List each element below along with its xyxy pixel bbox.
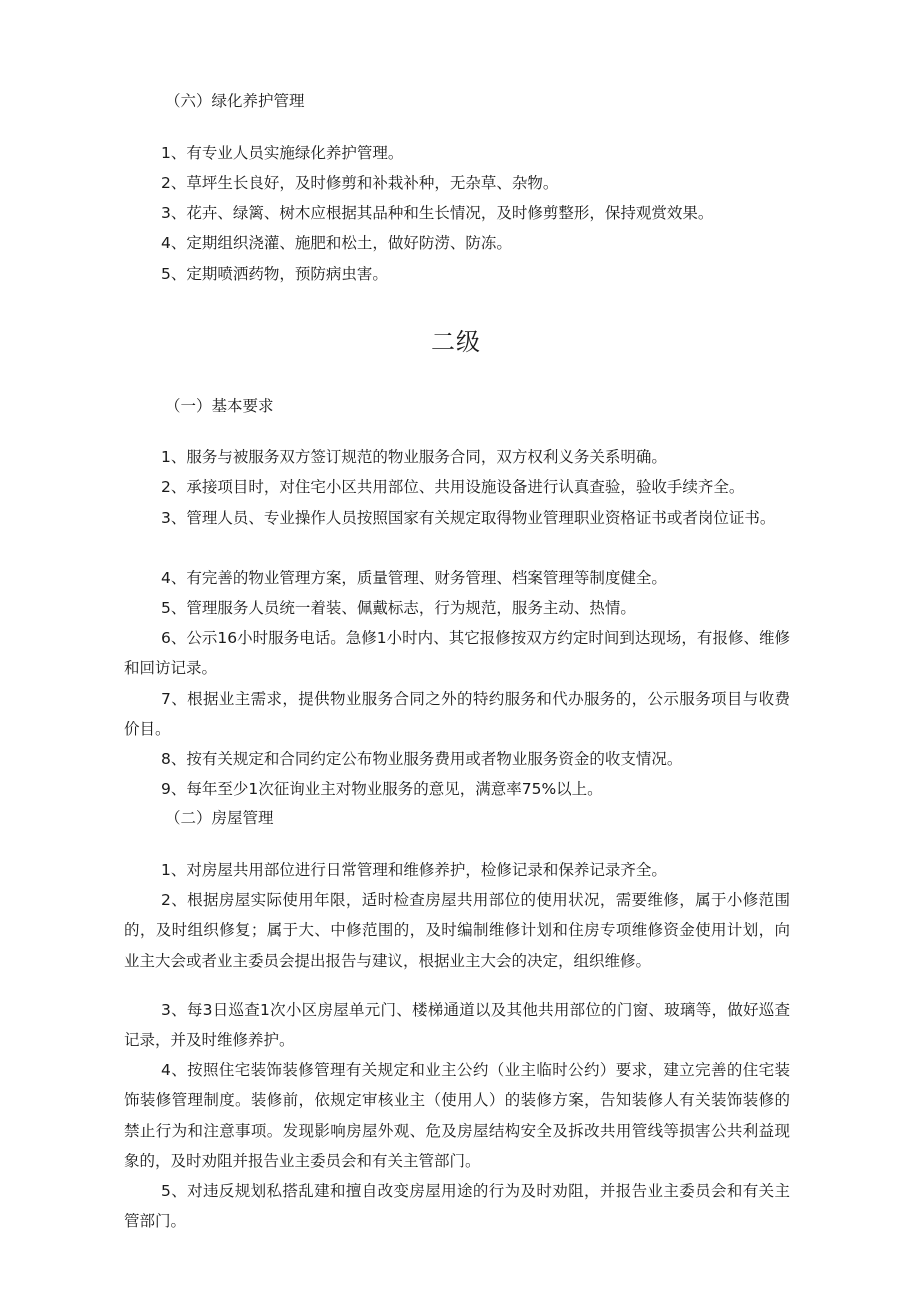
section-6-item-4: 4、定期组织浇灌、施肥和松土，做好防涝、防冻。 <box>161 234 512 252</box>
section-1-item-5: 5、管理服务人员统一着装、佩戴标志，行为规范，服务主动、热情。 <box>161 599 636 617</box>
section-1-item-9: 9、每年至少1次征询业主对物业服务的意见，满意率75%以上。 <box>161 780 603 798</box>
section-1-item-2: 2、承接项目时，对住宅小区共用部位、共用设施设备进行认真查验，验收手续齐全。 <box>161 478 745 496</box>
section-1-item-6: 6、公示16小时服务电话。急修1小时内、其它报修按双方约定时间到达现场，有报修、维修和回访记录。 <box>124 629 790 678</box>
section-6-item-3: 3、花卉、绿篱、树木应根据其品种和生长情况，及时修剪整形，保持观赏效果。 <box>161 204 714 222</box>
section-2-item-5: 5、对违反规划私搭乱建和擅自改变房屋用途的行为及时劝阻，并报告业主委员会和有关主管部门。 <box>124 1182 790 1231</box>
section-1-item-7: 7、根据业主需求，提供物业服务合同之外的特约服务和代办服务的，公示服务项目与收费价目。 <box>124 690 790 739</box>
section-2-item-2: 2、根据房屋实际使用年限，适时检查房屋共用部位的使用状况，需要维修，属于小修范围的，及时组织修复；属于大、中修范围的，及时编制维修计划和住房专项维修资金使用计划，向业主大会或者业主委员会提出报告与建议，根据业主大会的决定，组织维修。 <box>124 891 790 970</box>
section-2-item-4: 4、按照住宅装饰装修管理有关规定和业主公约（业主临时公约）要求，建立完善的住宅装饰装修管理制度。装修前，依规定审核业主（使用人）的装修方案，告知装修人有关装饰装修的禁止行为和注意事项。发现影响房屋外观、危及房屋结构安全及拆改共用管线等损害公共利益现象的，及时劝阻并报告业主委员会和有关主管部门。 <box>124 1061 790 1170</box>
section-1-item-3: 3、管理人员、专业操作人员按照国家有关规定取得物业管理职业资格证书或者岗位证书。 <box>161 509 776 527</box>
section-1-heading: （一）基本要求 <box>165 397 274 415</box>
section-6-item-5: 5、定期喷洒药物，预防病虫害。 <box>161 265 388 283</box>
level-title: 二级 <box>431 328 481 356</box>
section-2-item-1: 1、对房屋共用部位进行日常管理和维修养护，检修记录和保养记录齐全。 <box>161 861 667 879</box>
section-6-item-2: 2、草坪生长良好，及时修剪和补栽补种，无杂草、杂物。 <box>161 174 559 192</box>
section-6-item-1: 1、有专业人员实施绿化养护管理。 <box>161 144 404 162</box>
section-1-item-1: 1、服务与被服务双方签订规范的物业服务合同，双方权利义务关系明确。 <box>161 448 667 466</box>
section-1-item-4: 4、有完善的物业管理方案，质量管理、财务管理、档案管理等制度健全。 <box>161 569 667 587</box>
section-1-item-8: 8、按有关规定和合同约定公布物业服务费用或者物业服务资金的收支情况。 <box>161 750 683 768</box>
section-2-heading: （二）房屋管理 <box>165 809 274 827</box>
section-6-heading: （六）绿化养护管理 <box>165 92 305 110</box>
section-2-item-3: 3、每3日巡查1次小区房屋单元门、楼梯通道以及其他共用部位的门窗、玻璃等，做好巡查记录，并及时维修养护。 <box>124 1001 790 1050</box>
